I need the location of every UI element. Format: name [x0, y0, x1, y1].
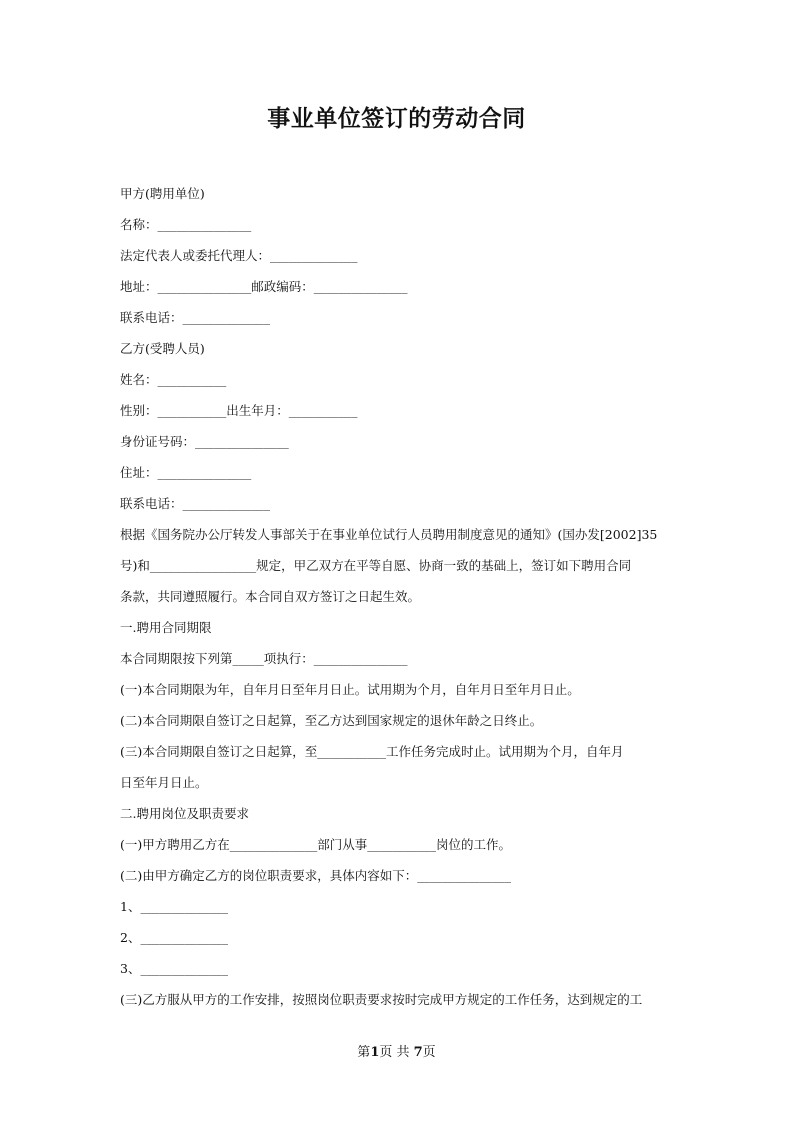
section-heading: 一.聘用合同期限 [120, 620, 212, 635]
footer-middle: 页 共 [379, 1045, 414, 1060]
text-line: 身份证号码：_______________ [120, 434, 289, 449]
total-page-count: 7 [413, 1045, 423, 1060]
section-heading: 二.聘用岗位及职责要求 [120, 806, 249, 821]
list-item: 3、______________ [120, 961, 228, 976]
text-line: (三)本合同期限自签订之日起算，至___________工作任务完成时止。试用期为个月，自年月 [120, 744, 624, 759]
text-line: 日至年月日止。 [120, 775, 208, 790]
text-line: 本合同期限按下列第_____项执行：_______________ [120, 651, 408, 666]
text-line: (三)乙方服从甲方的工作安排，按照岗位职责要求按时完成甲方规定的工作任务，达到规定的工 [120, 992, 643, 1007]
text-line: 条款，共同遵照履行。本合同自双方签订之日起生效。 [120, 589, 421, 604]
document-title: 事业单位签订的劳动合同 [267, 105, 526, 132]
text-line: 性别：___________出生年月：___________ [120, 403, 358, 418]
text-line: 乙方(受聘人员) [120, 341, 205, 356]
text-line: 联系电话：______________ [120, 496, 271, 511]
list-item: 2、______________ [120, 930, 228, 945]
document-body [120, 181, 675, 1018]
text-line: 根据《国务院办公厅转发人事部关于在事业单位试行人员聘用制度意见的通知》(国办发[2002]35 [120, 527, 658, 542]
text-line: 号)和_________________规定，甲乙双方在平等自愿、协商一致的基础上，签订如下聘用合同 [120, 558, 632, 573]
text-line: 姓名：___________ [120, 372, 227, 387]
text-line: (二)本合同期限自签订之日起算，至乙方达到国家规定的退休年龄之日终止。 [120, 713, 543, 728]
text-line: (一)本合同期限为年，自年月日至年月日止。试用期为个月，自年月日至年月日止。 [120, 682, 580, 697]
text-line: 甲方(聘用单位) [120, 186, 205, 201]
page-footer [0, 1041, 793, 1060]
current-page-number: 1 [370, 1045, 380, 1060]
text-line: 地址：_______________邮政编码：_______________ [120, 279, 408, 294]
text-line: 住址：_______________ [120, 465, 252, 480]
text-line: 名称：_______________ [120, 217, 252, 232]
text-line: 法定代表人或委托代理人：______________ [120, 248, 358, 263]
footer-prefix: 第 [357, 1045, 371, 1060]
list-item: 1、______________ [120, 899, 228, 914]
footer-suffix: 页 [422, 1045, 436, 1060]
text-line: (一)甲方聘用乙方在______________部门从事___________岗位的工作。 [120, 837, 512, 852]
text-line: (二)由甲方确定乙方的岗位职责要求，具体内容如下：_______________ [120, 868, 512, 883]
text-line: 联系电话：______________ [120, 310, 271, 325]
